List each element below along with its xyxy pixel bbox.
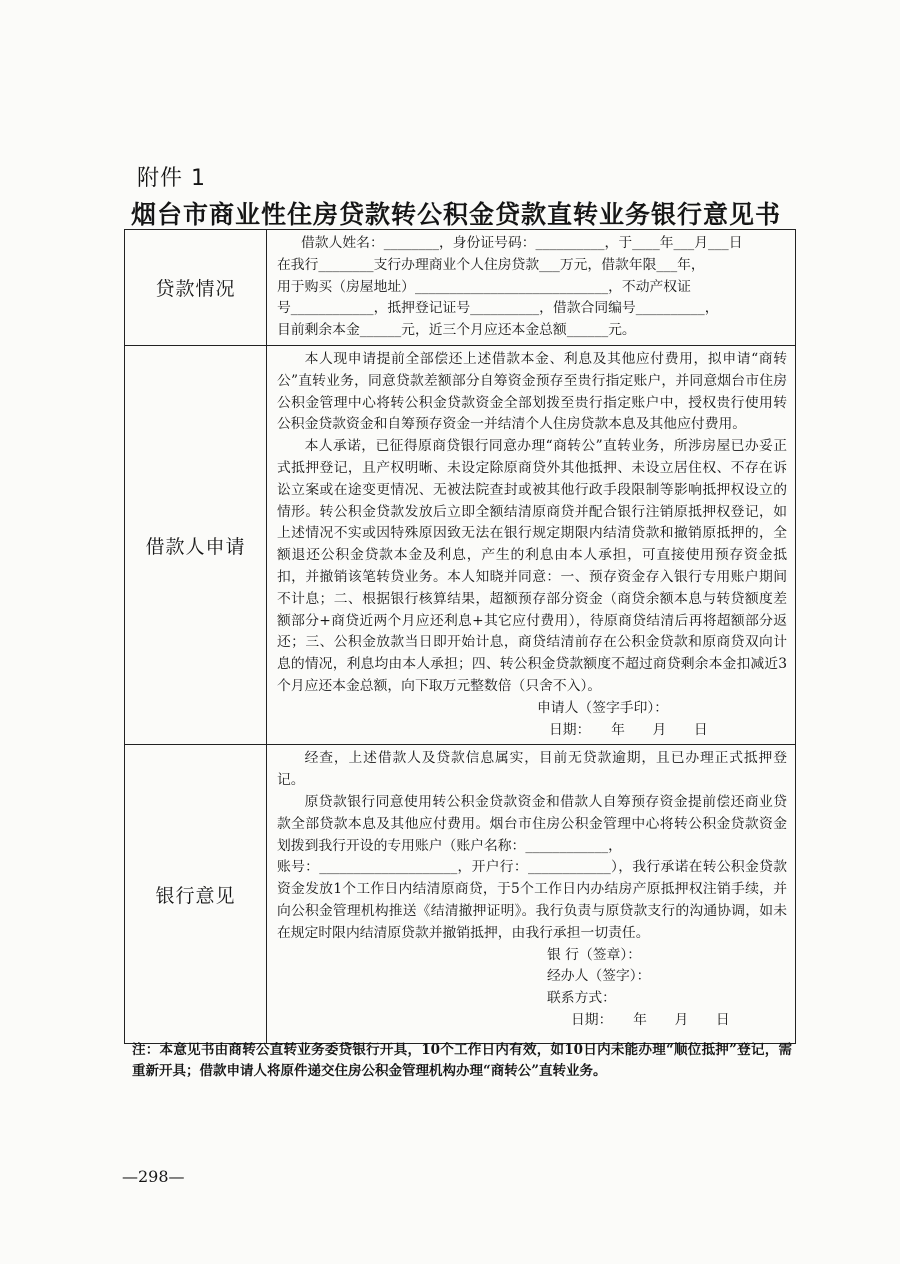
footnote: 注：本意见书由商转公直转业务委贷银行开具，10个工作日内有效，如10日内未能办理“顺位抵押”登记，需重新开具；借款申请人将原件递交住房公积金管理机构办理“商转公”直转业务。 [132,1042,792,1079]
loan-info-heading: 贷款情况 [125,230,267,346]
borrower-content [267,345,796,744]
borrower-heading: 借款人申请 [125,345,267,744]
loan-info-line: 号____________，抵押登记证号__________，借款合同编号__________， [277,300,719,317]
loan-info-row [125,230,796,346]
bank-paragraph: 经查，上述借款人及贷款信息属实，目前无贷款逾期，且已办理正式抵押登记。 [277,750,787,789]
loan-info-line: 借款人姓名：________，身份证号码：__________，于____年___月___日 [301,235,743,251]
attachment-label: 附件 1 [137,166,206,191]
document-title: 烟台市商业性住房贷款转公积金贷款直转业务银行意见书 [130,200,781,229]
opinion-form-table [124,229,796,1044]
loan-info-line: 在我行________支行办理商业个人住房贷款___万元，借款年限___年， [277,256,705,273]
loan-info-content [267,230,796,346]
loan-info-line: 目前剩余本金______元，近三个月应还本金总额______元。 [277,322,636,339]
bank-paragraph: 原贷款银行同意使用转公积金贷款资金和借款人自筹预存资金提前偿还商业贷款全部贷款本息及其他应付费用。烟台市住房公积金管理中心将转公积金贷款资金划拨到我行开设的专用账户（账户名称：____________， [277,793,787,854]
bank-seal-label: 银 行（签章）： [547,946,642,963]
bank-row [125,745,796,1044]
bank-date-label: 日期： 年 月 日 [571,1011,730,1028]
applicant-date-label: 日期： 年 月 日 [549,721,708,738]
borrower-paragraph: 本人现申请提前全部偿还上述借款本金、利息及其他应付费用，拟申请“商转公”直转业务，同意贷款差额部分自筹资金预存至贵行指定账户，并同意烟台市住房公积金管理中心将转公积金贷款资金全部划拨至贵行指定账户中，授权贵行使用转公积金贷款资金和自筹预存资金一并结清个人住房贷款本息及其他应付费用。 [277,350,787,433]
handler-signature-label: 经办人（签字）： [547,968,651,985]
bank-content [267,745,796,1044]
applicant-signature-label: 申请人（签字手印）： [537,699,669,716]
page-number: —298— [122,1167,185,1186]
borrower-row [125,345,796,744]
bank-heading: 银行意见 [125,745,267,1044]
bank-paragraph: 账号：____________________，开户行：____________），我行承诺在转公积金贷款资金发放1个工作日内结清原商贷，于5个工作日内办结房产原抵押权注销手续，并向公积金管理机构推送《结清撤押证明》。我行负责与原贷款支行的沟通协调，如未在规定时限内结清原贷款并撤销抵押，由我行承担一切责任。 [277,859,787,941]
loan-info-line: 用于购买（房屋地址）____________________________，不动产权证 [277,278,691,295]
borrower-paragraph: 本人承诺，已征得原商贷银行同意办理“商转公”直转业务，所涉房屋已办妥正式抵押登记，且产权明晰、未设定除原商贷外其他抵押、未设立居住权、不存在诉讼立案或在途变更情况、无被法院查封或被其他行政手段限制等影响抵押权设立的情形。转公积金贷款发放后立即全额结清原商贷并配合银行注销原抵押权登记，如上述情况不实或因特殊原因致无法在银行规定期限内结清贷款和撤销原抵押的，全额退还公积金贷款本金及利息，产生的利息由本人承担，可直接使用预存资金抵扣，并撤销该笔转贷业务。本人知晓并同意：一、预存资金存入银行专用账户期间不计息；二、根据银行核算结果，超额预存部分资金（商贷余额本息与转贷额度差额部分+商贷近两个月应还利息+其它应付费用），待原商贷结清后再将超额部分返还；三、公积金放款当日即开始计息，商贷结清前存在公积金贷款和原商贷双向计息的情况，利息均由本人承担；四、转公积金贷款额度不超过商贷剩余本金扣减近3个月应还本金总额，向下取万元整数倍（只舍不入）。 [277,438,787,694]
contact-label: 联系方式： [547,990,616,1007]
